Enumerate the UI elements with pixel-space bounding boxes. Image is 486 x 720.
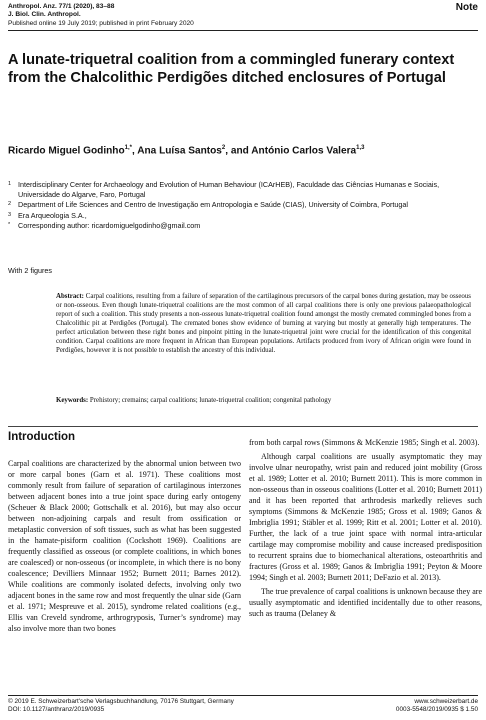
keywords-label: Keywords: bbox=[56, 397, 89, 404]
affiliations bbox=[8, 180, 478, 231]
doi: DOI: 10.1127/anthranz/2019/0935 bbox=[8, 706, 105, 714]
affiliation-item bbox=[8, 211, 478, 221]
author-affiliation-mark: 1,3 bbox=[356, 145, 365, 151]
affiliation-text: Department of Life Sciences and Centro de Investigação em Antropologia e Saúde (CIAS), University of Coimbra, Portugal bbox=[18, 200, 408, 210]
body-paragraph: Although carpal coalitions are usually asymptomatic they may involve ulnar neuropathy, wrist pain and reduced joint mobility (Gross et al. 1989; Lotter et al. 2010; Burnett 2011). This is more common in non-osseous than in osseous coalitions (Lotter et al. 2010; Burnett 2011) and it has been reported that arthrodesis markedly relieves such symptoms (Simmons & McKenzie 1985; Gross et al. 1989; Ganos & Imbriglia 1991; Stäbler et al. 1999; Ritt et al. 2001; Lotter et al. 2010). Further, the lack of a true joint space with normal intra-articular cartilage may compromise mobility and cause increased predisposition to recurrent sprains due to biomechanical alterations, osteoarthritis and fractures (Gross et al. 1989; Ganos & Imbriglia 1991; Peyton & Moore 1994; Singh et al. 2003; Burnett 2011; DeFazio et al. 2013). bbox=[249, 452, 482, 582]
affiliation-item bbox=[8, 221, 478, 231]
section-divider bbox=[8, 426, 478, 427]
copyright-notice: © 2019 E. Schweizerbart'sche Verlagsbuchhandlung, 70176 Stuttgart, Germany bbox=[8, 698, 234, 705]
keywords bbox=[56, 396, 471, 405]
page-footer bbox=[8, 698, 478, 715]
article-title: A lunate-triquetral coalition from a commingled funerary context from the Chalcolithic Perdigões ditched enclosures of Portugal bbox=[8, 52, 455, 87]
publication-dates: Published online 19 July 2019; published in print February 2020 bbox=[8, 19, 194, 27]
body-paragraph: The true prevalence of carpal coalitions is unknown because they are usually asymptomatic and identified incidentally due to other reasons, such as trauma (Delaney & bbox=[249, 587, 482, 618]
figures-note: With 2 figures bbox=[8, 266, 52, 275]
author-separator: , and bbox=[225, 145, 252, 157]
affiliation-item bbox=[8, 180, 478, 200]
journal-alt-title: J. Biol. Clin. Anthropol. bbox=[8, 11, 81, 19]
author-name: António Carlos Valera bbox=[251, 145, 357, 157]
affiliation-text: Interdisciplinary Center for Archaeology and Evolution of Human Behaviour (ICArHEB), Faculdade das Ciências Humanas e Sociais, Universidade do Algarve, Faro, Portugal bbox=[18, 180, 440, 200]
section-heading-introduction: Introduction bbox=[8, 431, 76, 443]
author-affiliation-mark: 1,* bbox=[124, 145, 132, 151]
author-affiliation-mark: 2 bbox=[221, 145, 226, 151]
affiliation-text: Era Arqueologia S.A., bbox=[18, 210, 87, 220]
publisher-website: www.schweizerbart.de bbox=[414, 698, 478, 705]
keywords-text: Prehistory; cremains; carpal coalitions; lunate-triquetral coalition; congenital pathology bbox=[89, 397, 332, 404]
affiliation-item bbox=[8, 200, 478, 210]
abstract-text: Carpal coalitions, resulting from a failure of separation of the cartilaginous precursors of the carpal bones during gestation, may be osseous or non-osseous. Even though lunate-triquetral coalitions are the most common of all carpal coalitions there is only one previous palaeopathological report of such a coalition. This study presents a non-osseous lunate-triquetral coalition found amongst the mostly cremated commingled bones from a Chalcolithic pit at Perdigões (Portugal). The cremated bones show evidence of burning at varying but mostly at generally high temperatures. The perfect articulation between these right bones and pinpoint pitting in the lunate-triquetral joint were crucial for the identification of this congenital condition. Carpal coalitions are more frequent in African than European populations. Artifacts produced from ivory of African origin were found in Perdigões, however it is not possible to establish the ancestry of this individual. bbox=[56, 293, 471, 354]
author-name: Ana Luísa Santos bbox=[137, 145, 222, 157]
affiliation-mark: 2 bbox=[8, 201, 12, 208]
body-paragraph: from both carpal rows (Simmons & McKenzie 1985; Singh et al. 2003). bbox=[249, 438, 480, 447]
body-column-right bbox=[249, 437, 482, 622]
journal-header bbox=[8, 3, 478, 28]
body-column-left bbox=[8, 458, 241, 637]
author-separator: , bbox=[131, 145, 138, 157]
article-type-label: Note bbox=[455, 2, 478, 13]
author-name: Ricardo Miguel Godinho bbox=[8, 145, 125, 157]
footer-divider bbox=[8, 695, 478, 696]
header-divider bbox=[8, 30, 478, 31]
affiliation-mark: * bbox=[8, 221, 11, 228]
journal-citation: Anthropol. Anz. 77/1 (2020), 83–88 bbox=[8, 3, 115, 10]
affiliation-mark: 1 bbox=[8, 181, 12, 187]
author-list bbox=[8, 145, 478, 156]
body-paragraph: Carpal coalitions are characterized by the abnormal union between two or more carpal bones (Garn et al. 1971). These coalitions most commonly result from failure of separation of cartilaginous interzones between adjacent bones into a true joint space during early ontogeny (Scheuer & Black 2000; Gottschalk et al. 2016), but may also occur between non-adjoining carpals and result from ossification or metaplastic conversion of soft tissues, such as what has been suggested in the hamate-pisiform coalition (Cockshott 1969). Coalitions are frequently classified as osseous (or complete coalitions, in which bones are coalesced) or non-osseous (or incomplete, in which there is no bony coalescence; Devilliers Minnaar 1952; Burnett 2011; Barnes 2012). While coalitions are commonly isolated defects, involving only two adjacent bones in the same row and most frequently the ulnar side (Garn et al. 1971; Mespreuve et al. 2015), syndrome related coalitions (e.g., Ellis van Creveld syndrome, arthrogryposis, Turner’s syndrome) may also involve more than two bones bbox=[8, 459, 241, 633]
abstract-label: Abstract: bbox=[56, 293, 84, 300]
affiliation-text: Corresponding author: ricardomiguelgodinho@gmail.com bbox=[18, 220, 201, 230]
abstract bbox=[56, 292, 471, 355]
affiliation-mark: 3 bbox=[8, 211, 12, 218]
issn-price: 0003-5548/2019/0935 $ 1.50 bbox=[395, 706, 478, 714]
